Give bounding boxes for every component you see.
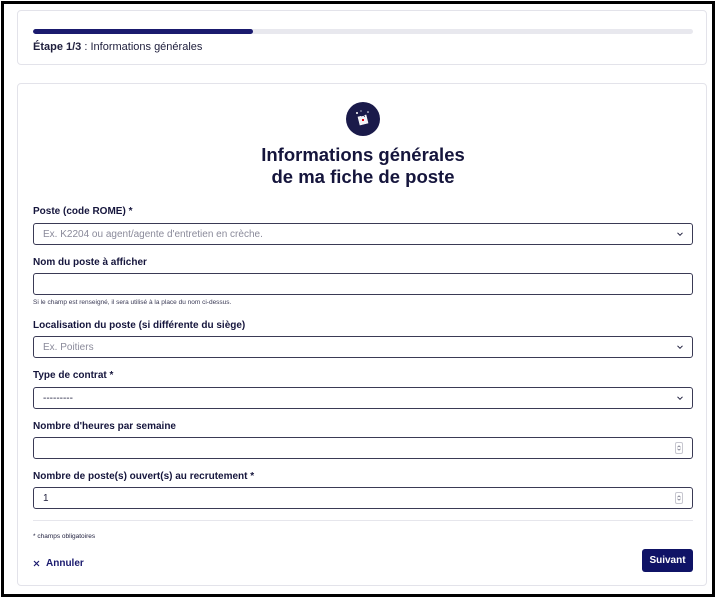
page-frame <box>1 1 715 597</box>
contract-selected: --------- <box>43 392 73 404</box>
number-spinner-icon[interactable] <box>675 492 683 504</box>
display-name-input[interactable] <box>33 273 693 295</box>
cancel-label: Annuler <box>46 557 84 569</box>
chevron-down-icon <box>677 231 683 237</box>
hours-label: Nombre d'heures par semaine <box>33 421 176 432</box>
location-label: Localisation du poste (si différente du siège) <box>33 320 246 331</box>
progress-bar-fill <box>33 29 253 34</box>
contract-label: Type de contrat * <box>33 370 114 381</box>
briefcase-sparkle-icon <box>346 102 380 136</box>
display-name-label: Nom du poste à afficher <box>33 257 147 268</box>
next-button[interactable]: Suivant <box>642 549 693 572</box>
form-card <box>17 83 707 586</box>
close-icon <box>33 560 40 567</box>
page-title-line-1: Informations générales <box>261 144 465 165</box>
rome-placeholder: Ex. K2204 ou agent/agente d'entretien en crèche. <box>43 228 263 240</box>
step-card <box>17 10 707 65</box>
location-select[interactable] <box>33 336 693 358</box>
openings-label: Nombre de poste(s) ouvert(s) au recrutement * <box>33 471 255 482</box>
rome-select[interactable] <box>33 223 693 245</box>
number-spinner-icon[interactable] <box>675 442 683 454</box>
contract-select[interactable] <box>33 387 693 409</box>
chevron-down-icon <box>677 395 683 401</box>
cancel-button[interactable] <box>33 555 84 571</box>
openings-value: 1 <box>43 492 49 504</box>
rome-label: Poste (code ROME) * <box>33 206 133 217</box>
openings-input[interactable] <box>33 487 693 509</box>
display-name-hint: Si le champ est renseigné, il sera utilisé à la place du nom ci-dessus. <box>33 299 232 306</box>
form-divider <box>33 520 693 521</box>
page-title-line-2: de ma fiche de poste <box>271 166 455 187</box>
chevron-down-icon <box>677 344 683 350</box>
step-indicator <box>33 41 202 53</box>
hours-input[interactable] <box>33 437 693 459</box>
required-note: * champs obligatoires <box>33 533 96 540</box>
page-title <box>18 144 708 188</box>
progress-bar <box>33 29 693 34</box>
step-number: Étape 1/3 <box>33 41 82 53</box>
location-placeholder: Ex. Poitiers <box>43 341 94 353</box>
step-title: : Informations générales <box>81 41 203 53</box>
